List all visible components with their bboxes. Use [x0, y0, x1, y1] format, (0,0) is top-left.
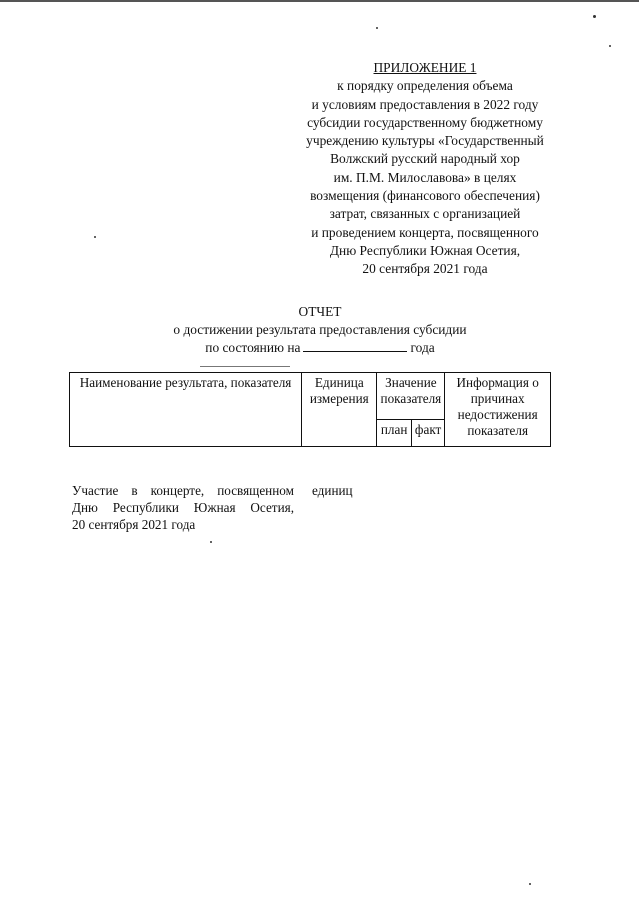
report-table [69, 372, 551, 447]
result-line: Дню Республики Южная Осетия, [72, 500, 294, 515]
result-line: 20 сентября 2021 года [72, 517, 196, 532]
report-subtitle: о достижении результата предоставления субсидии [173, 322, 467, 337]
appendix-header [275, 59, 575, 279]
scan-line-mark [200, 366, 290, 367]
scan-speck [376, 27, 378, 29]
scan-speck [529, 883, 531, 885]
appendix-line: учреждению культуры «Государственный [306, 133, 544, 149]
scan-speck [94, 236, 96, 238]
appendix-line: им. П.М. Милославова» в целях [333, 169, 517, 185]
header-info: Информация о причинах недостижения показателя [445, 373, 551, 447]
appendix-line: затрат, связанных с организацией [329, 206, 521, 222]
appendix-line: 20 сентября 2021 года [362, 261, 488, 277]
appendix-line: возмещения (финансового обеспечения) [310, 188, 540, 204]
appendix-line: к порядку определения объема [337, 78, 513, 94]
appendix-line: Дню Республики Южная Осетия, [329, 242, 521, 258]
report-title: ОТЧЕТ [298, 304, 342, 319]
result-description [72, 482, 294, 533]
result-unit: единиц [312, 483, 353, 498]
date-prefix: по состоянию на [205, 340, 301, 355]
scan-speck [593, 15, 596, 18]
header-plan: план [377, 420, 412, 447]
scan-top-edge [0, 0, 639, 2]
appendix-line: и проведением концерта, посвященного [311, 224, 539, 240]
header-fact: факт [411, 420, 444, 447]
scan-speck [609, 45, 611, 47]
date-suffix: года [410, 340, 435, 355]
report-date-line [120, 339, 520, 357]
date-blank-field [303, 340, 407, 352]
appendix-line: и условиям предоставления в 2022 году [311, 96, 539, 112]
appendix-line: Волжский русский народный хор [330, 151, 520, 167]
header-unit: Единица измерения [302, 373, 377, 447]
appendix-title: ПРИЛОЖЕНИЕ 1 [373, 60, 477, 75]
result-line: Участие в концерте, посвященном [72, 483, 294, 498]
report-heading [120, 303, 520, 357]
appendix-line: субсидии государственному бюджетному [307, 114, 543, 130]
header-result-name: Наименование результата, показателя [70, 373, 302, 447]
scan-speck [210, 541, 212, 543]
header-value: Значение показателя [377, 373, 445, 420]
